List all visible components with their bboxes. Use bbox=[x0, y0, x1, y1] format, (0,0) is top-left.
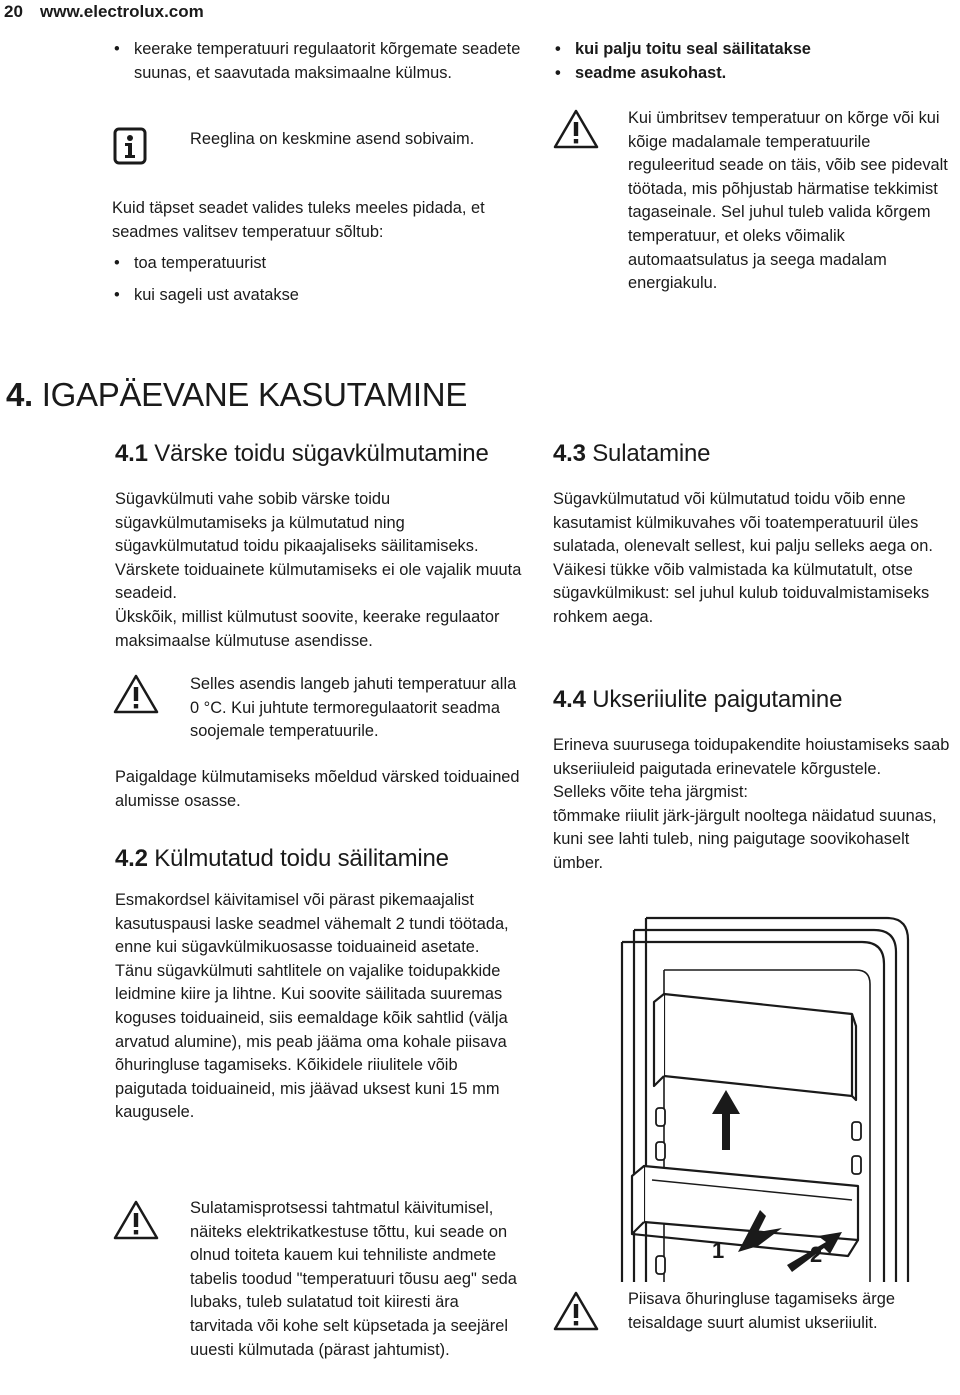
section-number: 4. bbox=[6, 376, 33, 413]
paragraph: Esmakordsel käivitamisel või pärast pikemaajalist kasutuspausi laske seadmel vähemalt 2 tundi töötada, enne kui sügavkülmikuosasse toiduaineid asetate. bbox=[115, 891, 509, 957]
paragraph: Paigaldage külmutamiseks mõeldud värsked toiduained alumisse osasse. bbox=[115, 768, 520, 810]
info-note: Reeglina on keskmine asend sobivaim. bbox=[190, 130, 475, 148]
s41-text bbox=[115, 488, 523, 653]
info-icon bbox=[113, 127, 147, 165]
paragraph: tõmmake riiulit järk-järgult nooltega näidatud suunas, kuni see lahti tuleb, ning paigutage soovikohaselt ümber. bbox=[553, 806, 937, 872]
paragraph: Selleks võite teha järgmist: bbox=[553, 783, 748, 802]
subsection-number: 4.3 bbox=[553, 440, 586, 467]
bullet-item: • toa temperatuurist bbox=[112, 252, 522, 276]
subsection-number: 4.2 bbox=[115, 845, 148, 872]
paragraph: Väikesi tükke võib valmistada ka külmutatult, otse sügavkülmikust: sel juhul kulub toiduvalmistamiseks rohkem aega. bbox=[553, 560, 930, 626]
warning-icon bbox=[112, 673, 160, 715]
s44-text bbox=[553, 734, 955, 876]
subsection-title: Külmutatud toidu säilitamine bbox=[154, 845, 449, 872]
warning-icon bbox=[552, 1290, 600, 1332]
top-left-bullets bbox=[112, 38, 522, 85]
subsection-heading-4-1 bbox=[115, 440, 535, 468]
s42-text bbox=[115, 889, 523, 1125]
paragraph: Ükskõik, millist külmutust soovite, keerake regulaator maksimaalse külmutuse asendisse. bbox=[115, 607, 500, 650]
paragraph: Sügavkülmuti vahe sobib värske toidu sügavkülmutamiseks ja külmutatud ning sügavkülmutatud toidu pikaajaliseks säilitamiseks. bbox=[115, 490, 479, 556]
subsection-title: Värske toidu sügavkülmutamine bbox=[154, 440, 489, 467]
subsection-heading-4-2 bbox=[115, 845, 535, 873]
bullet-item: • kui palju toitu seal säilitatakse bbox=[553, 38, 953, 62]
bullet-item: • keerake temperatuuri regulaatorit kõrgemate seadete suunas, et saavutada maksimaalne külmus. bbox=[112, 38, 522, 85]
warning-text: Selles asendis langeb jahuti temperatuur alla 0 °C. Kui juhtute termoregulaatorit seadma soojemale temperatuurile. bbox=[190, 675, 517, 741]
warning-icon bbox=[552, 108, 600, 150]
section-title bbox=[6, 376, 467, 414]
top-right-bullets bbox=[553, 38, 953, 85]
top-left-text bbox=[112, 197, 522, 307]
section-title-text: IGAPÄEVANE KASUTAMINE bbox=[41, 376, 468, 413]
warning-text: Sulatamisprotsessi tahtmatul käivitumisel, näiteks elektrikatkestuse tõttu, kui seade on olnud toiteta kauem kui tehniliste andmete tabelis toodud "temperatuuri tõusu aeg" seda lubaks, tuleb sulatatud toit kiiresti ära tarvitada või kohe selt küpsetada ja seejärel uuesti külmutada (pärast jahtumist). bbox=[190, 1199, 517, 1359]
warning-text: Kui ümbritsev temperatuur on kõrge või kui kõige madalamale temperatuurile reguleeritud seade on täis, võib see pidevalt töötada, mis põhjustab härmatise tekkimist tagaseinale. Sel juhul tuleb valida kõrgem temperatuur, et oleks võimalik automaatsulatus ja seega madalam energiakulu. bbox=[628, 109, 948, 293]
figure-label-1: 1 bbox=[712, 1238, 725, 1263]
paragraph: Kuid täpset seadet valides tuleks meeles pidada, et seadmes valitsev temperatuur sõltub: bbox=[112, 199, 485, 241]
page-number: 20 bbox=[4, 2, 23, 21]
paragraph: Erineva suurusega toidupakendite hoiustamiseks saab ukseriiuleid paigutada erinevatele kõrgustele. bbox=[553, 736, 950, 778]
paragraph: Värskete toiduainete külmutamiseks ei ole vajalik muuta seadeid. bbox=[115, 560, 522, 603]
s43-text bbox=[553, 488, 955, 630]
warning-icon bbox=[112, 1199, 160, 1241]
door-shelf-figure bbox=[552, 910, 954, 1282]
warning-text: Piisava õhuringluse tagamiseks ärge teisaldage suurt alumist ukseriiulit. bbox=[628, 1290, 895, 1332]
paragraph: Tänu sügavkülmuti sahtlitele on vajalike toidupakkide leidmine kiire ja lihtne. Kui soovite säilitada suuremas koguses toiduaineid, siis eemaldage kõik sahtlid (välja arvatud alumine), mis peab jääma oma kohale piisava õhuringluse tagamiseks. Kõikidele riiulitele võib paigutada toiduaineid, mis jäävad uksest kuni 15 mm kaugusele. bbox=[115, 961, 508, 1122]
subsection-title: Sulatamine bbox=[592, 440, 711, 467]
subsection-heading-4-3 bbox=[553, 440, 953, 468]
subsection-number: 4.1 bbox=[115, 440, 148, 467]
bullet-item: • kui sageli ust avatakse bbox=[112, 284, 522, 308]
subsection-title: Ukseriiulite paigutamine bbox=[592, 686, 843, 713]
header-url: www.electrolux.com bbox=[40, 2, 204, 21]
subsection-heading-4-4 bbox=[553, 686, 953, 714]
subsection-number: 4.4 bbox=[553, 686, 586, 713]
bullet-item: • seadme asukohast. bbox=[553, 62, 953, 86]
paragraph: Sügavkülmutatud või külmutatud toidu võib enne kasutamist külmikuvahes või toatemperatuuril üles sulatada, olenevalt sellest, kui palju selleks aega on. bbox=[553, 490, 933, 556]
figure-label-2: 2 bbox=[810, 1242, 823, 1267]
